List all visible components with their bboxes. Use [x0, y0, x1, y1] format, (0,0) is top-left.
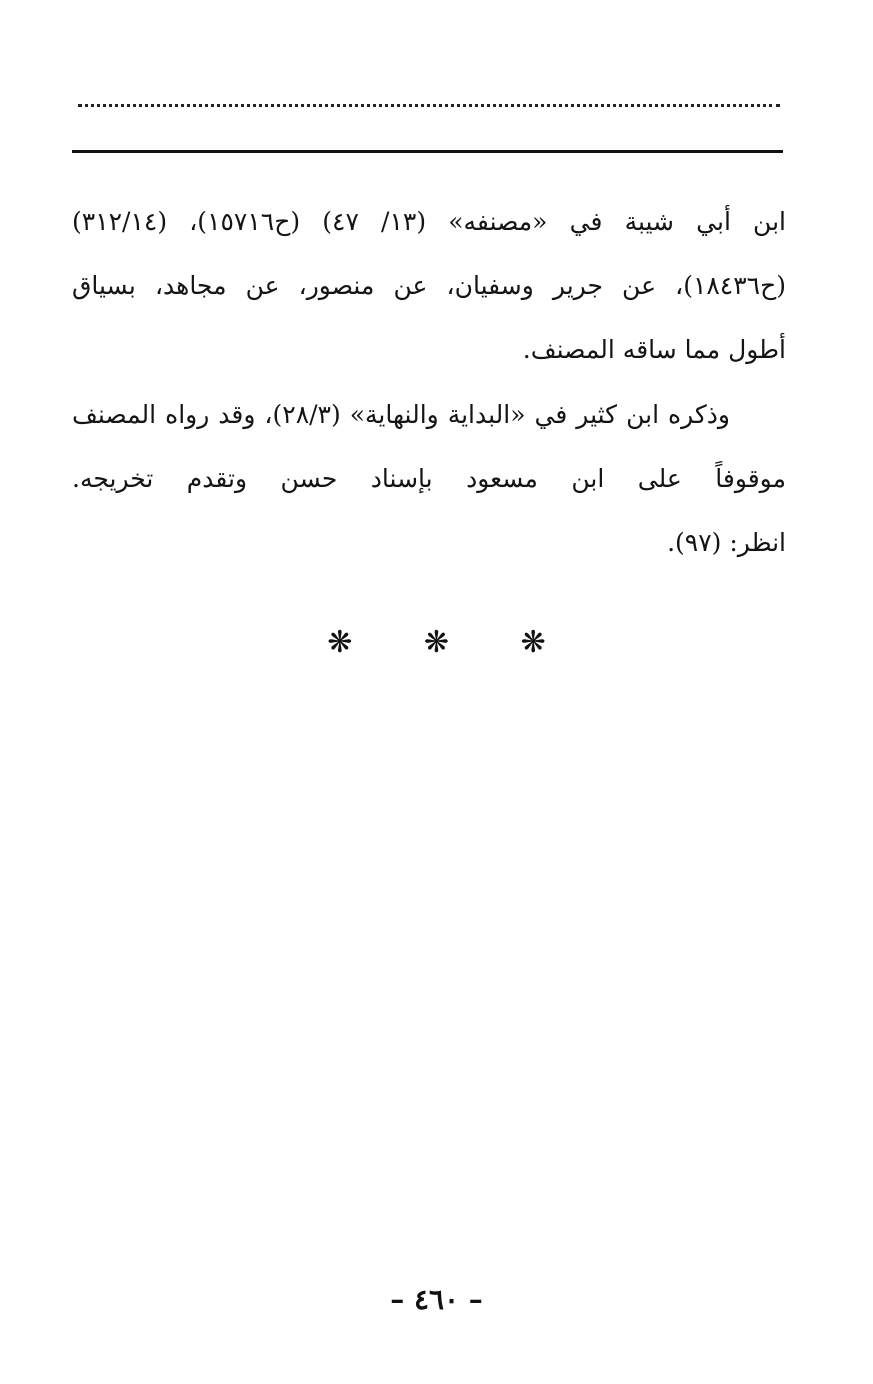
text-line: وذكره ابن كثير في «البداية والنهاية» (٢٨/٣)، وقد رواه المصنف — [72, 400, 731, 429]
section-separator — [0, 625, 873, 660]
page-number: – ٤٦٠ – — [390, 1283, 483, 1316]
footnote-paragraph-1 — [72, 190, 786, 382]
text-line: موقوفاً على ابن مسعود بإسناد حسن وتقدم تخريجه. — [72, 464, 786, 493]
asterisk-ornament-icon: ❋ — [327, 625, 353, 660]
footnote-paragraph-2 — [72, 383, 786, 575]
asterisk-ornament-icon: ❋ — [423, 625, 450, 660]
dotted-separator-line — [78, 104, 780, 107]
text-line: انظر: (٩٧). — [667, 528, 786, 557]
asterisk-ornament-icon: ❋ — [520, 625, 546, 660]
text-line: (ح١٨٤٣٦)، عن جرير وسفيان، عن منصور، عن مجاهد، بسياق — [72, 271, 786, 300]
footnote-separator-line — [72, 150, 783, 153]
text-line: ابن أبي شيبة في «مصنفه» (١٣/ ٤٧) (ح١٥٧١٦)، (٣١٢/١٤) — [72, 207, 786, 236]
text-line: أطول مما ساقه المصنف. — [522, 335, 786, 364]
